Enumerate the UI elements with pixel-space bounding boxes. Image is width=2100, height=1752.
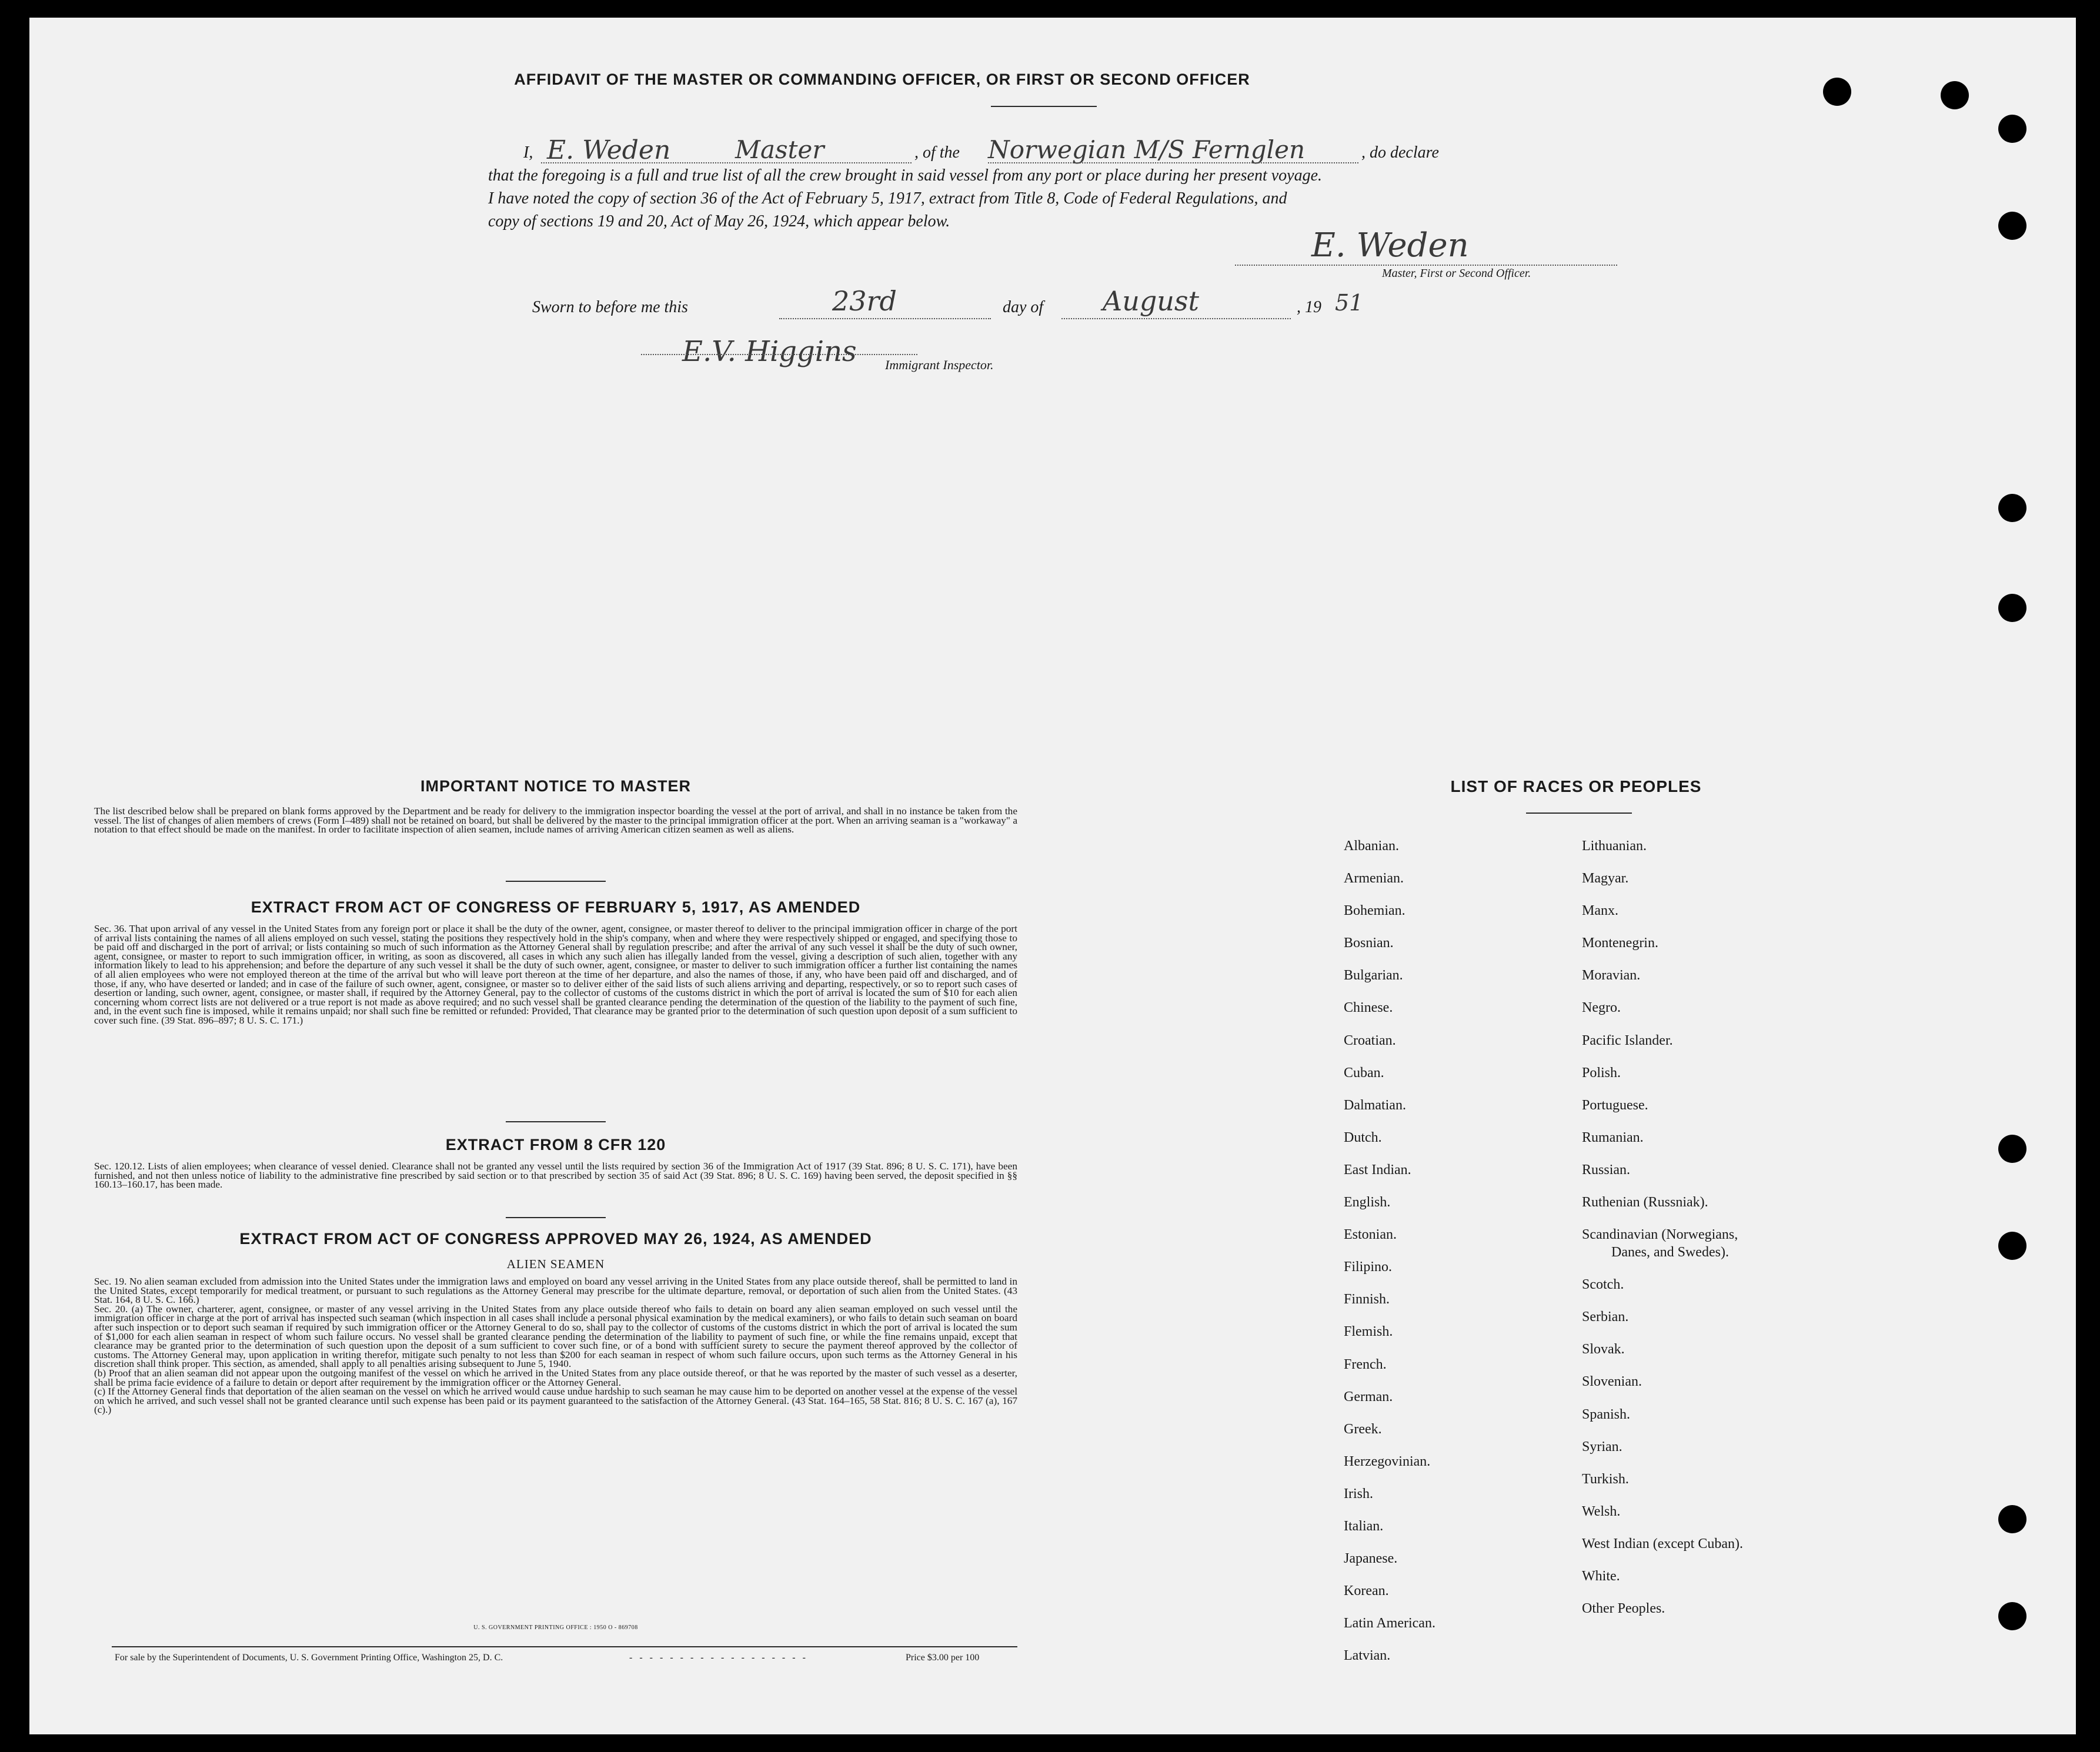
vessel-dotted-line <box>988 162 1358 163</box>
declaration-line-2: that the foregoing is a full and true list of all the crew brought in said vessel from any port or place during her present voyage. <box>488 166 1323 185</box>
punch-hole <box>1998 115 2026 143</box>
document-page <box>29 18 2076 1734</box>
race-item: Montenegrin. <box>1582 935 1658 951</box>
race-item: Rumanian. <box>1582 1129 1644 1145</box>
race-item: Portuguese. <box>1582 1097 1648 1113</box>
race-item: Finnish. <box>1344 1292 1390 1308</box>
race-item: Manx. <box>1582 903 1618 919</box>
race-item: Korean. <box>1344 1583 1389 1599</box>
race-item: Filipino. <box>1344 1259 1393 1275</box>
day-dotted-line <box>779 318 991 319</box>
race-item: Scotch. <box>1582 1277 1624 1293</box>
race-item: West Indian (except Cuban). <box>1582 1536 1743 1552</box>
footer-dots: - - - - - - - - - - - - - - - - - - <box>629 1653 808 1663</box>
race-item: White. <box>1582 1568 1620 1584</box>
punch-hole <box>1998 1232 2026 1260</box>
race-item: Turkish. <box>1582 1471 1629 1487</box>
sworn-label: Sworn to before me this <box>532 298 688 316</box>
section-rule <box>506 1217 606 1218</box>
month-handwritten: August <box>1103 285 1200 317</box>
races-title: LIST OF RACES OR PEOPLES <box>1450 777 1702 795</box>
year-prefix: , 19 <box>1297 298 1321 316</box>
race-item: Latin American. <box>1344 1616 1435 1631</box>
footer-right: Price $3.00 per 100 <box>906 1653 980 1663</box>
race-item: Slovenian. <box>1582 1374 1642 1390</box>
punch-hole <box>1998 1135 2026 1163</box>
punch-hole <box>1998 1602 2026 1630</box>
printing-office-line: U. S. GOVERNMENT PRINTING OFFICE : 1950 O - 869708 <box>473 1624 638 1631</box>
inspector-caption: Immigrant Inspector. <box>885 357 994 372</box>
do-declare-label: , do declare <box>1361 143 1439 162</box>
race-item: Bohemian. <box>1344 903 1405 919</box>
inspector-dotted-line <box>641 354 917 355</box>
signature-caption: Master, First or Second Officer. <box>1382 267 1531 280</box>
month-dotted-line <box>1061 318 1291 319</box>
master-rank-handwritten: Master <box>735 135 824 164</box>
year-handwritten: 51 <box>1335 290 1364 316</box>
extract-cfr-title: EXTRACT FROM 8 CFR 120 <box>445 1136 666 1153</box>
extract-cfr-body: Sec. 120.12. Lists of alien employees; when clearance of vessel denied. Clearance shall not be granted any vessel until the lists required by section 36 of the Immigration Act of 1917 (39 Stat. 896; 8 U. S. C. 171), have been furnished, and not then unless notice of liability to the administrative fine prescribed by said section or to that prescribed by section 35 of said Act (39 Stat. 896; 8 U. S. C. 169) having been served, the deposit specified in §§ 160.13–160.17, has been made. <box>94 1161 1017 1191</box>
race-item: Other Peoples. <box>1582 1601 1665 1617</box>
section-rule <box>506 1121 606 1122</box>
race-item: Magyar. <box>1582 871 1629 887</box>
extract-1917-title: EXTRACT FROM ACT OF CONGRESS OF FEBRUARY 5, 1917, AS AMENDED <box>251 898 861 916</box>
day-of-label: day of <box>1003 298 1044 316</box>
race-item: Armenian. <box>1344 871 1404 887</box>
race-item: Lithuanian. <box>1582 838 1647 854</box>
race-item: Dutch. <box>1344 1129 1382 1145</box>
inspector-signature: E.V. Higgins <box>682 335 857 368</box>
of-the-label: , of the <box>914 143 960 162</box>
race-item: Latvian. <box>1344 1648 1391 1664</box>
punch-hole <box>1823 78 1851 106</box>
race-item: Ruthenian (Russniak). <box>1582 1195 1708 1211</box>
punch-hole <box>1998 1505 2026 1533</box>
declaration-line-4: copy of sections 19 and 20, Act of May 26, 1924, which appear below. <box>488 212 950 230</box>
extract-1924-body: Sec. 19. No alien seaman excluded from admission into the United States under the immigration laws and employed on board any vessel arriving in the United States from any place outside thereof, shall be permitted to land in the United States, except temporarily for medical treatment, or pursuant to such regulations as the Attorney General may prescribe for the ultimate departure, removal, or deportation of such alien from the United States. (43 Stat. 164, 8 U. S. C. 166.) Sec. 20. (a) The owner, charterer, agent, consignee, or master of any vessel arriving in the United States from any place outside thereof who fails to detain on board any alien seaman employed on such vessel until the immigration officer in charge at the port of arrival has inspected such seaman (which inspection in all cases shall include a personal physical examination by the medical examiners), or who fails to detain such seaman on board after such inspection or to deport such seaman if required by such immigration officer or the Attorney General to do so, shall pay to the collector of customs of the customs district in which the port of arrival is located the sum of $1,000 for each alien seaman in respect of whom such failure occurs. No vessel shall be granted clearance pending the determination of the liability to payment of such fine, or while the fine remains unpaid, except that clearance may be granted prior to the determination of such question upon the deposit of a sum sufficient to cover such fine, or of a bond with sufficient surety to secure the payment thereof approved by the collector of customs. The Attorney General may, upon application in writing therefor, mitigate such penalty to not less than $200 for each seaman in respect of whom such failure occurs, upon such terms as the Attorney General in his discretion shall think proper. This section, as amended, shall apply to all penalties arising subsequent to June 5, 1940. (b) Proof that an alien seaman did not appear upon the outgoing manifest of the vessel on which he arrived in the United States from any place outside thereof, or that he was reported by the master of such vessel as a deserter, shall be prima facie evidence of a failure to detain or deport after requirement by the immigration officer or the Attorney General. (c) If the Attorney General finds that deportation of the alien seaman on the vessel on which he arrived would cause undue hardship to such seaman he may cause him to be deported on another vessel at the expense of the vessel on which he arrived, and such vessel shall not be granted clearance until such expense has been paid or its payment guaranteed to the satisfaction of the Attorney General. (43 Stat. 164–165, 58 Stat. 816; 8 U. S. C. 167 (a), 167 (c).) <box>94 1276 1017 1416</box>
race-item: Negro. <box>1582 1000 1621 1016</box>
race-item: Italian. <box>1344 1518 1384 1534</box>
race-item: Scandinavian (Norwegians, <box>1582 1227 1738 1243</box>
race-item: Greek. <box>1344 1421 1382 1437</box>
race-item: Syrian. <box>1582 1439 1622 1455</box>
extract-1924-title: EXTRACT FROM ACT OF CONGRESS APPROVED MAY 26, 1924, AS AMENDED <box>239 1230 872 1248</box>
punch-hole <box>1998 494 2026 522</box>
race-item: French. <box>1344 1356 1387 1372</box>
punch-hole <box>1998 594 2026 622</box>
vessel-handwritten: Norwegian M/S Fernglen <box>988 135 1306 164</box>
race-item: Serbian. <box>1582 1309 1629 1325</box>
race-item: Danes, and Swedes). <box>1611 1245 1729 1260</box>
race-item: Cuban. <box>1344 1065 1384 1081</box>
race-item: Polish. <box>1582 1065 1621 1081</box>
race-item: Dalmatian. <box>1344 1097 1406 1113</box>
punch-hole <box>1998 212 2026 240</box>
extract-1917-body: Sec. 36. That upon arrival of any vessel in the United States from any foreign port or place it shall be the duty of the owner, agent, consignee, or master thereof to deliver to the principal immigration officer in charge of the port of arrival lists containing the names of all aliens employed on such vessel, stating the positions they respectively hold in the ship's company, when and where they were respectively shipped or engaged, and specifying those to be paid off and discharged in the port of arrival; or lists containing so much of such information as the Attorney General shall by regulation prescribe; and after the arrival of any such vessel it shall be the duty of such owner, agent, consignee, or master to report to such immigration officer, in writing, as soon as discovered, all cases in which any such alien has illegally landed from the vessel, giving a description of such alien, together with any information likely to lead to his apprehension; and before the departure of any such vessel it shall be the duty of such owner, agent, consignee, or master to deliver to such immigration officer a further list containing the names of all alien employees who were not employed thereon at the time of the arrival but who will leave port thereon at the time of her departure, and also the names of those, if any, who have been paid off and discharged, and of those, if any, who have deserted or landed; and in case of the failure of such owner, agent, consignee, or master so to deliver either of the said lists of such aliens arriving and departing, respectively, or so to report such cases of desertion or landing, such owner, agent, consignee, or master shall, if required by the Attorney General, pay to the collector of customs of the customs district in which the port of arrival is located the sum of $10 for each alien concerning whom correct lists are not delivered or a true report is not made as above required; and no such vessel shall be granted clearance pending the determination of the question of the liability to the payment of such fine, and, in the event such fine is imposed, while it remains unpaid; nor shall such fine be remitted or refunded: Provided, That clearance may be granted prior to the determination of such question upon deposit of a sum sufficient to cover such fine. (39 Stat. 896–897; 8 U. S. C. 171.) <box>94 923 1017 1026</box>
race-item: East Indian. <box>1344 1162 1411 1178</box>
race-item: Slovak. <box>1582 1342 1625 1358</box>
race-item: Estonian. <box>1344 1227 1397 1243</box>
sworn-line <box>532 285 1414 320</box>
race-item: Flemish. <box>1344 1324 1393 1340</box>
day-handwritten: 23rd <box>832 285 897 317</box>
master-signature: E. Weden <box>1311 226 1469 265</box>
punch-hole <box>1941 81 1969 109</box>
section-rule <box>506 881 606 882</box>
signature-dotted-line <box>1235 265 1617 266</box>
affidavit-title: AFFIDAVIT OF THE MASTER OR COMMANDING OFFICER, OR FIRST OR SECOND OFFICER <box>514 71 1250 88</box>
race-item: Albanian. <box>1344 838 1399 854</box>
footer-left: For sale by the Superintendent of Documents, U. S. Government Printing Office, Washington 25, D. C. <box>115 1653 503 1663</box>
race-item: Irish. <box>1344 1486 1373 1502</box>
name-dotted-line <box>541 162 912 163</box>
races-left-column <box>1344 830 1435 1672</box>
race-item: Moravian. <box>1582 968 1641 984</box>
footer-rule <box>112 1646 1017 1647</box>
race-item: Welsh. <box>1582 1503 1621 1519</box>
declaration-line-1 <box>523 135 1641 165</box>
master-name-handwritten: E. Weden <box>547 135 671 165</box>
races-title-rule <box>1526 813 1632 814</box>
race-item: English. <box>1344 1195 1391 1211</box>
declaration-line-3: I have noted the copy of section 36 of the Act of February 5, 1917, extract from Title 8, Code of Federal Regulations, and <box>488 189 1287 208</box>
race-item: Pacific Islander. <box>1582 1032 1673 1048</box>
race-item: Russian. <box>1582 1162 1631 1178</box>
race-item: Croatian. <box>1344 1032 1396 1048</box>
races-right-column <box>1582 830 1743 1625</box>
race-item: Chinese. <box>1344 1000 1393 1016</box>
notice-title: IMPORTANT NOTICE TO MASTER <box>420 777 691 795</box>
i-label: I, <box>523 143 533 162</box>
race-item: Bosnian. <box>1344 935 1394 951</box>
race-item: Spanish. <box>1582 1406 1631 1422</box>
title-rule <box>991 106 1097 107</box>
notice-body: The list described below shall be prepared on blank forms approved by the Department and be ready for delivery to the immigration inspector boarding the vessel at the port of arrival, and shall in no instance be taken from the vessel. The list of changes of alien members of crews (Form I–489) shall not be retained on board, but shall be delivered by the master to the principal immigration officer at the port. When an arriving seaman is a "workaway" a notation to that effect should be made on the manifest. In order to facilitate inspection of alien seamen, include names of arriving American citizen seamen as well as aliens. <box>94 805 1017 835</box>
extract-1924-subtitle: ALIEN SEAMEN <box>506 1257 605 1271</box>
race-item: Bulgarian. <box>1344 968 1403 984</box>
race-item: Japanese. <box>1344 1551 1398 1567</box>
race-item: German. <box>1344 1389 1393 1405</box>
race-item: Herzegovinian. <box>1344 1453 1431 1469</box>
